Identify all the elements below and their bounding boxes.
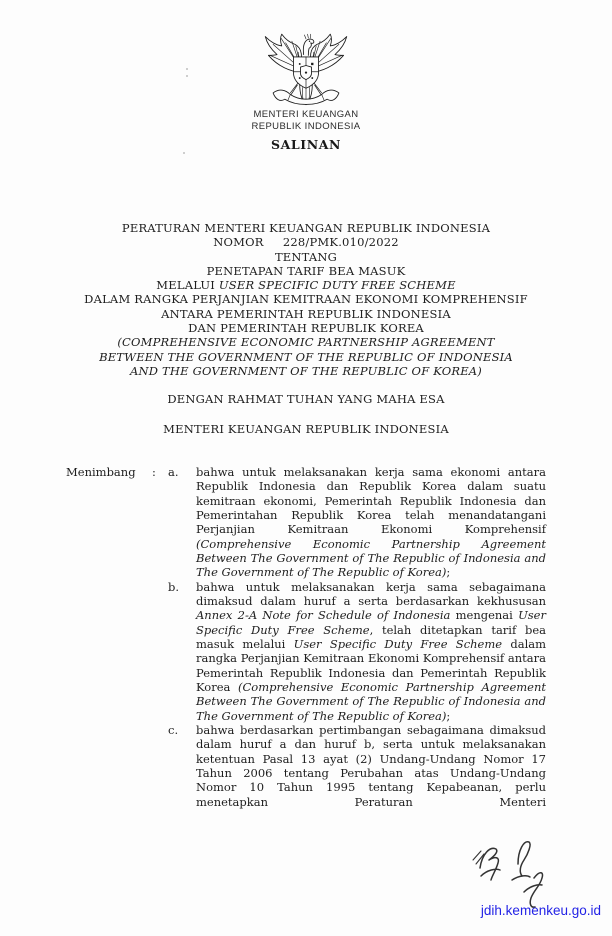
ministry-country: REPUBLIK INDONESIA — [251, 120, 361, 132]
title-line-number: NOMOR 228/PMK.010/2022 — [213, 235, 399, 250]
considering-item-a — [168, 465, 546, 580]
considering-label: Menimbang — [66, 464, 136, 479]
title-line: (COMPREHENSIVE ECONOMIC PARTNERSHIP AGREEMENT — [117, 335, 495, 350]
garuda-pancasila-emblem-icon — [259, 33, 353, 109]
item-marker: b. — [168, 579, 180, 594]
item-text: bahwa untuk melaksanakan kerja sama sebagaimana dimaksud dalam huruf a serta berdasarkan kekhususan Annex 2-A Note for Schedule of Indonesia mengenai User Specific Duty Free Scheme, telah ditetapkan tarif bea masuk melalui User Specific Duty Free Scheme dalam rangka Perjanjian Kemitraan Ekonomi Komprehensif antara Pemerintah Republik Indonesia dan Pemerintah Republik Korea (Comprehensive Economic Partnership Agreement Between The Government of The Republic of Indonesia and The Government of The Republic of Korea); — [196, 579, 547, 723]
document-title — [0, 221, 612, 378]
item-marker: a. — [168, 464, 179, 479]
title-line: BETWEEN THE GOVERNMENT OF THE REPUBLIC OF INDONESIA — [99, 349, 513, 364]
invocation-line: DENGAN RAHMAT TUHAN YANG MAHA ESA — [167, 392, 445, 407]
jdih-watermark-link[interactable]: jdih.kemenkeu.go.id — [480, 903, 601, 918]
letterhead — [0, 0, 612, 152]
title-line: TENTANG — [274, 249, 338, 264]
title-line: ANTARA PEMERINTAH REPUBLIK INDONESIA — [161, 306, 451, 321]
considering-colon: : — [152, 464, 156, 479]
copy-label: SALINAN — [270, 137, 342, 152]
title-line: MELALUI USER SPECIFIC DUTY FREE SCHEME — [156, 278, 456, 293]
scan-artifact — [186, 68, 188, 70]
title-line: PENETAPAN TARIF BEA MASUK — [206, 263, 406, 278]
title-line: DAN PEMERINTAH REPUBLIK KOREA — [188, 321, 424, 336]
item-marker: c. — [168, 723, 179, 738]
item-text: bahwa berdasarkan pertimbangan sebagaimana dimaksud dalam huruf a dan huruf b, serta untuk melaksanakan ketentuan Pasal 13 ayat (2) Undang-Undang Nomor 17 Tahun 2006 tentang Perubahan atas Undang-Undang Nomor 10 Tahun 1995 tentang Kepabeanan, perlu menetapkan Peraturan Menteri — [196, 723, 546, 809]
considering-section — [66, 465, 546, 809]
item-text: bahwa untuk melaksanakan kerja sama ekonomi antara Republik Indonesia dan Republik Korea dalam suatu kemitraan ekonomi, Pemerintah Republik Indonesia dan Pemerintahan Republik Korea telah menandatangani Perjanjian Kemitraan Ekonomi Komprehensif (Comprehensive Economic Partnership Agreement Between The Government of The Republic of Indonesia and The Government of The Republic of Korea); — [196, 464, 546, 580]
title-line: DALAM RANGKA PERJANJIAN KEMITRAAN EKONOMI KOMPREHENSIF — [84, 292, 528, 307]
scan-artifact — [183, 152, 185, 154]
considering-item-b — [168, 580, 546, 723]
considering-items — [168, 465, 546, 809]
ministry-name: MENTERI KEUANGAN — [253, 109, 359, 120]
authority-line: MENTERI KEUANGAN REPUBLIK INDONESIA — [163, 421, 449, 436]
title-line: PERATURAN MENTERI KEUANGAN REPUBLIK INDONESIA — [121, 221, 491, 235]
considering-item-c — [168, 723, 546, 809]
title-line: AND THE GOVERNMENT OF THE REPUBLIC OF KOREA) — [130, 363, 482, 378]
